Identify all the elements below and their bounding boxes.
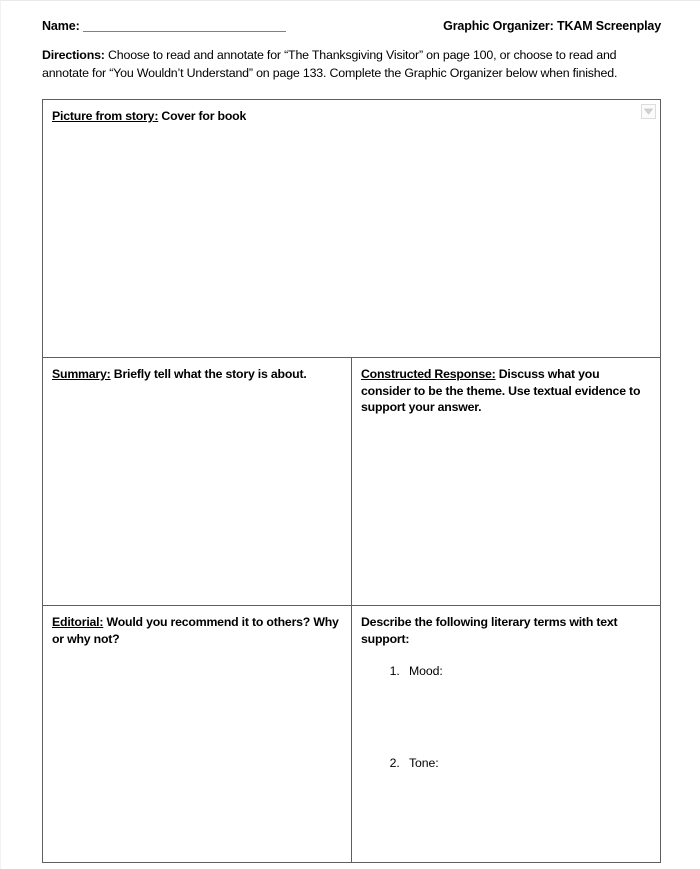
- editorial-prompt: Would you recommend it to others? Why or why not?: [52, 615, 339, 646]
- constructed-response-cell[interactable]: [352, 358, 660, 605]
- editorial-cell[interactable]: [43, 606, 352, 862]
- list-item[interactable]: 2. Tone:: [403, 755, 651, 771]
- name-label: Name:: [42, 19, 80, 33]
- page-header: [42, 19, 662, 82]
- directions-label: Directions:: [42, 48, 105, 62]
- constructed-response-prompt: Discuss what you consider to be the theme. Use textual evidence to support your answer.: [361, 367, 641, 414]
- summary-prompt: Briefly tell what the story is about.: [110, 367, 307, 381]
- editorial-heading: [52, 614, 342, 647]
- literary-terms-heading: Describe the following literary terms with text support:: [361, 615, 618, 646]
- table-row: [43, 100, 660, 358]
- constructed-response-heading: [361, 366, 651, 416]
- literary-terms-cell[interactable]: [352, 606, 660, 862]
- summary-heading: [52, 366, 342, 383]
- constructed-response-label: Constructed Response:: [361, 367, 496, 381]
- name-blank-line[interactable]: ________________________________: [82, 19, 286, 33]
- name-field-block: [42, 19, 286, 33]
- directions-text: Choose to read and annotate for “The Thanksgiving Visitor” on page 100, or choose to read and annotate for “You Wouldn’t Understand” on page 133. Complete the Graphic Organizer below when finished.: [42, 48, 618, 80]
- picture-from-story-heading: [52, 108, 651, 125]
- summary-label: Summary:: [52, 367, 111, 381]
- chevron-down-icon: [644, 108, 653, 115]
- page-title: Graphic Organizer: TKAM Screenplay: [443, 19, 661, 33]
- header-row: [42, 19, 661, 39]
- directions-paragraph: [42, 47, 661, 82]
- table-row: [43, 358, 660, 606]
- literary-terms-list: [361, 663, 651, 771]
- picture-from-story-cell[interactable]: [43, 100, 660, 357]
- editorial-label: Editorial:: [52, 615, 104, 629]
- picture-from-story-label: Picture from story:: [52, 109, 159, 123]
- picture-from-story-value: Cover for book: [158, 109, 247, 123]
- image-options-dropdown-button[interactable]: [641, 104, 656, 119]
- list-item[interactable]: 1. Mood:: [403, 663, 651, 679]
- graphic-organizer-table: [42, 99, 661, 863]
- summary-cell[interactable]: [43, 358, 352, 605]
- table-row: [43, 606, 660, 862]
